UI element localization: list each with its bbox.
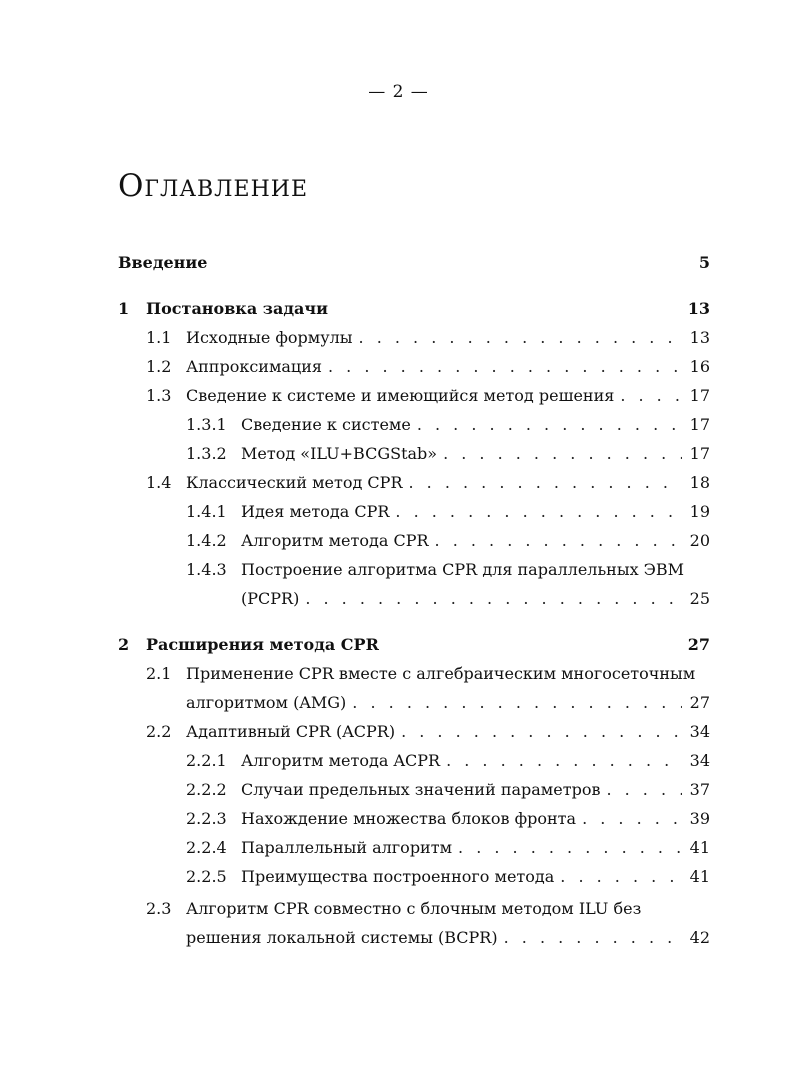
toc-section-2-3-continued[interactable] [118,924,710,952]
toc-section-2-3[interactable] [118,895,710,923]
toc-entry-page: 20 [689,531,710,550]
dot-leader [582,805,682,833]
toc-entry-number: 2 [118,635,130,654]
toc-entry-page: 25 [689,589,710,608]
toc-entry-page: 34 [689,751,710,770]
toc-entry-label: Классический метод CPR [186,473,403,492]
toc-entry-label: Расширения метода CPR [146,635,379,654]
toc-entry-label: (PCPR) [241,589,300,608]
toc-entry-number: 1.4.3 [186,560,227,579]
toc-entry-number: 2.2 [146,722,172,741]
toc-subsection-1-4-2[interactable] [118,527,710,555]
dot-leader [401,718,682,746]
toc-entry-label: Метод «ILU+BCGStab» [241,444,438,463]
toc-entry-label: Постановка задачи [146,299,328,318]
toc-entry-number: 1.1 [146,328,172,347]
toc-entry-page: 27 [687,635,710,654]
toc-entry-page: 17 [689,415,710,434]
toc-entry-page: 37 [689,780,710,799]
page-title: Оглавление [118,168,309,204]
toc-entry-number: 2.2.1 [186,751,227,770]
toc-subsection-2-2-1[interactable] [118,747,710,775]
dot-leader [417,411,682,439]
toc-entry-page: 16 [689,357,710,376]
toc-entry-number: 1 [118,299,130,318]
toc-entry-number: 1.3.1 [186,415,227,434]
toc-section-1-4[interactable] [118,469,710,497]
toc-entry-page: 27 [689,693,710,712]
toc-subsection-1-3-1[interactable] [118,411,710,439]
toc-entry-page: 17 [689,386,710,405]
toc-entry-label: Случаи предельных значений параметров [241,780,601,799]
toc-entry-page: 18 [689,473,710,492]
dot-leader [443,440,682,468]
dot-leader [359,324,682,352]
toc-entry-intro[interactable] [118,249,710,277]
toc-entry-label: решения локальной системы (BCPR) [186,928,498,947]
toc-section-1-2[interactable] [118,353,710,381]
dot-leader [328,353,682,381]
toc-entry-label: Аппроксимация [186,357,322,376]
toc-entry-number: 1.3 [146,386,172,405]
toc-subsection-1-4-3[interactable] [118,556,710,584]
toc-entry-label: Преимущества построенного метода [241,867,555,886]
toc-entry-number: 1.2 [146,357,172,376]
toc-subsection-2-2-5[interactable] [118,863,710,891]
toc-entry-page: 34 [689,722,710,741]
dot-leader [435,527,682,555]
page-number: — 2 — [368,82,429,102]
toc-section-1-3[interactable] [118,382,710,410]
toc-subsection-2-2-2[interactable] [118,776,710,804]
dot-leader [504,924,682,952]
toc-entry-number: 1.3.2 [186,444,227,463]
toc-entry-number: 1.4.1 [186,502,227,521]
toc-entry-label: Параллельный алгоритм [241,838,453,857]
toc-entry-page: 17 [689,444,710,463]
toc-entry-page: 41 [689,867,710,886]
toc-entry-label: Построение алгоритма CPR для параллельных ЭВМ [241,560,685,579]
toc-entry-label: Сведение к системе и имеющийся метод решения [186,386,615,405]
toc-entry-page: 5 [698,253,710,272]
toc-subsection-2-2-3[interactable] [118,805,710,833]
dot-leader [560,863,682,891]
toc-entry-page: 13 [687,299,710,318]
toc-entry-number: 2.3 [146,899,172,918]
toc-subsection-1-3-2[interactable] [118,440,710,468]
dot-leader [620,382,682,410]
toc-entry-label: Сведение к системе [241,415,411,434]
dot-leader [408,469,682,497]
toc-entry-label: Применение CPR вместе с алгебраическим многосеточным [186,664,696,683]
toc-section-2-1-continued[interactable] [118,689,710,717]
dot-leader [305,585,682,613]
toc-entry-number: 2.2.5 [186,867,227,886]
toc-entry-label: Нахождение множества блоков фронта [241,809,577,828]
toc-entry-label: Алгоритм CPR совместно с блочным методом ILU без [186,899,642,918]
dot-leader [352,689,682,717]
toc-entry-page: 39 [689,809,710,828]
toc-entry-page: 13 [689,328,710,347]
dot-leader [606,776,682,804]
toc-entry-label: Введение [118,253,208,272]
dot-leader [395,498,682,526]
toc-section-2-1[interactable] [118,660,710,688]
toc-entry-number: 2.2.4 [186,838,227,857]
dot-leader [458,834,682,862]
toc-entry-number: 1.4 [146,473,172,492]
toc-entry-number: 1.4.2 [186,531,227,550]
toc-entry-label: Алгоритм метода CPR [241,531,429,550]
toc-entry-page: 42 [689,928,710,947]
toc-entry-label: Идея метода CPR [241,502,390,521]
toc-section-1-1[interactable] [118,324,710,352]
toc-entry-label: алгоритмом (AMG) [186,693,347,712]
toc-section-2-2[interactable] [118,718,710,746]
toc-subsection-2-2-4[interactable] [118,834,710,862]
toc-entry-label: Адаптивный CPR (ACPR) [186,722,396,741]
toc-entry-number: 2.2.3 [186,809,227,828]
toc-entry-number: 2.2.2 [186,780,227,799]
toc-subsection-1-4-1[interactable] [118,498,710,526]
toc-entry-label: Алгоритм метода ACPR [241,751,441,770]
toc-chapter-1[interactable] [118,295,710,323]
toc-subsection-1-4-3-continued[interactable] [118,585,710,613]
toc-chapter-2[interactable] [118,631,710,659]
toc-entry-page: 19 [689,502,710,521]
toc-entry-page: 41 [689,838,710,857]
toc-entry-number: 2.1 [146,664,172,683]
dot-leader [446,747,682,775]
toc-entry-label: Исходные формулы [186,328,353,347]
